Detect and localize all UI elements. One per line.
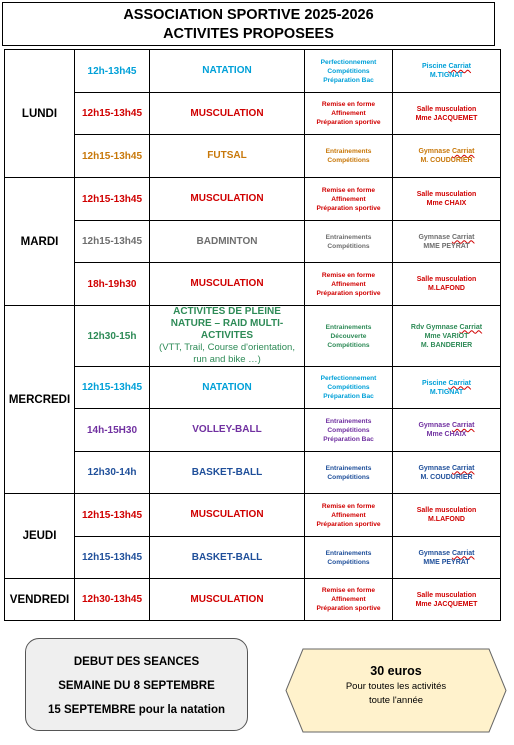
time-slot: 12h15-13h45 bbox=[75, 93, 150, 135]
activity-description bbox=[305, 494, 393, 537]
description-line: Compétitions bbox=[327, 558, 370, 566]
schedule-row bbox=[5, 367, 501, 409]
description-line: Préparation sportive bbox=[316, 204, 381, 212]
location-name: Gymnase Carriat bbox=[418, 549, 475, 557]
activity-name: BADMINTON bbox=[196, 235, 258, 247]
location-teacher bbox=[393, 178, 501, 221]
schedule-row bbox=[5, 409, 501, 452]
schedule-row bbox=[5, 93, 501, 135]
activity-name: MUSCULATION bbox=[190, 509, 264, 520]
start-line-2: SEMAINE DU 8 SEPTEMBRE bbox=[58, 680, 215, 692]
activity-cell bbox=[150, 579, 305, 621]
time-slot: 12h15-13h45 bbox=[75, 221, 150, 263]
activity-description bbox=[305, 135, 393, 178]
activity-cell bbox=[150, 221, 305, 263]
schedule-row bbox=[5, 306, 501, 367]
time-slot: 18h-19h30 bbox=[75, 263, 150, 306]
location-teacher bbox=[393, 306, 501, 367]
schedule-row bbox=[5, 50, 501, 93]
description-line: Remise en forme bbox=[321, 186, 376, 194]
description-line: Compétitions bbox=[327, 384, 370, 391]
teacher-name: Mme CHAIX bbox=[426, 200, 467, 207]
location-name: Gymnase Carriat bbox=[418, 422, 475, 429]
activity-cell bbox=[150, 263, 305, 306]
location-name: Salle musculation bbox=[416, 276, 477, 283]
activity-cell bbox=[150, 494, 305, 537]
activity-cell bbox=[150, 178, 305, 221]
description-line: Préparation sportive bbox=[316, 520, 381, 528]
title-line-1: ASSOCIATION SPORTIVE 2025-2026 bbox=[123, 7, 374, 23]
activity-cell bbox=[150, 135, 305, 178]
activity-name: BASKET-BALL bbox=[191, 551, 263, 563]
title-box bbox=[2, 2, 495, 46]
activity-description bbox=[305, 367, 393, 409]
activity-name: NATATION bbox=[202, 65, 252, 76]
description-line: Affinement bbox=[331, 596, 366, 603]
price-line-2: toute l'année bbox=[368, 695, 424, 706]
teacher-name: MME PEYRAT bbox=[423, 558, 470, 566]
teacher-name: Mme CHAIX bbox=[426, 431, 467, 438]
activity-cell bbox=[150, 452, 305, 494]
teacher-name: M.TIGNAT bbox=[429, 72, 464, 79]
activity-description bbox=[305, 537, 393, 579]
activity-name: MUSCULATION bbox=[190, 278, 264, 289]
activity-name: NATATION bbox=[202, 381, 252, 393]
location-name: Piscine Carriat bbox=[421, 379, 472, 387]
description-line: Compétitions bbox=[327, 242, 370, 250]
schedule-table bbox=[4, 49, 501, 621]
activity-cell bbox=[150, 306, 305, 367]
price-line-1: Pour toutes les activités bbox=[345, 681, 447, 692]
teacher-name: Mme VARIOT bbox=[424, 332, 469, 340]
activity-description bbox=[305, 452, 393, 494]
activity-name: VOLLEY-BALL bbox=[192, 424, 262, 435]
description-line: Remise en forme bbox=[321, 587, 376, 594]
activity-name: FUTSAL bbox=[207, 150, 247, 161]
activity-cell bbox=[150, 50, 305, 93]
description-line: Préparation Bac bbox=[323, 393, 374, 400]
activity-name: ACTIVITES DE PLEINE NATURE – RAID MULTI-ACTIVITES bbox=[170, 306, 284, 341]
location-teacher bbox=[393, 135, 501, 178]
time-slot: 12h15-13h45 bbox=[75, 178, 150, 221]
activity-cell bbox=[150, 537, 305, 579]
price-amount: 30 euros bbox=[370, 664, 422, 678]
activity-description bbox=[305, 221, 393, 263]
day-label: JEUDI bbox=[5, 494, 75, 579]
schedule-row bbox=[5, 178, 501, 221]
schedule-row bbox=[5, 135, 501, 178]
start-line-1: DEBUT DES SEANCES bbox=[73, 656, 200, 668]
location-name: Piscine Carriat bbox=[421, 63, 472, 70]
location-name: Salle musculation bbox=[416, 591, 477, 599]
description-line: Remise en forme bbox=[321, 101, 376, 108]
location-teacher bbox=[393, 409, 501, 452]
description-line: Entrainements bbox=[325, 233, 372, 241]
description-line: Entrainements bbox=[325, 464, 372, 472]
price-badge bbox=[285, 648, 507, 733]
day-label: VENDREDI bbox=[5, 579, 75, 621]
teacher-name: M.LAFOND bbox=[428, 285, 465, 292]
description-line: Perfectionnement bbox=[320, 375, 377, 382]
schedule-row bbox=[5, 494, 501, 537]
teacher-name: M.TIGNAT bbox=[429, 388, 464, 396]
activity-name: BASKET-BALL bbox=[191, 466, 263, 478]
location-teacher bbox=[393, 579, 501, 621]
description-line: Préparation Bac bbox=[323, 76, 374, 84]
time-slot: 12h15-13h45 bbox=[75, 367, 150, 409]
description-line: Compétitions bbox=[327, 67, 370, 75]
day-label: MARDI bbox=[5, 178, 75, 306]
description-line: Entrainements bbox=[325, 549, 372, 557]
schedule-row bbox=[5, 221, 501, 263]
schedule-row bbox=[5, 452, 501, 494]
activity-details: (VTT, Trail, Course d'orientation, run and bike …) bbox=[159, 342, 295, 365]
description-line: Entrainements bbox=[325, 148, 372, 155]
schedule-row bbox=[5, 579, 501, 621]
description-line: Entrainements bbox=[325, 417, 372, 425]
activity-description bbox=[305, 306, 393, 367]
description-line: Préparation sportive bbox=[316, 289, 381, 297]
activity-description bbox=[305, 50, 393, 93]
description-line: Compétitions bbox=[327, 341, 370, 349]
start-dates-box bbox=[25, 638, 248, 731]
activity-description bbox=[305, 178, 393, 221]
activity-description bbox=[305, 579, 393, 621]
location-teacher bbox=[393, 93, 501, 135]
location-teacher bbox=[393, 537, 501, 579]
activity-cell bbox=[150, 93, 305, 135]
location-teacher bbox=[393, 367, 501, 409]
location-name: Gymnase Carriat bbox=[418, 233, 475, 241]
location-name: Salle musculation bbox=[416, 507, 477, 514]
description-line: Découverte bbox=[330, 332, 367, 340]
description-line: Entrainements bbox=[325, 323, 372, 331]
start-line-3: 15 SEPTEMBRE pour la natation bbox=[48, 704, 225, 716]
time-slot: 14h-15H30 bbox=[75, 409, 150, 452]
time-slot: 12h30-13h45 bbox=[75, 579, 150, 621]
activity-description bbox=[305, 93, 393, 135]
location-teacher bbox=[393, 50, 501, 93]
location-teacher bbox=[393, 221, 501, 263]
activity-cell bbox=[150, 367, 305, 409]
description-line: Compétitions bbox=[327, 473, 370, 481]
activity-name: MUSCULATION bbox=[190, 193, 264, 204]
teacher-name: Mme JACQUEMET bbox=[415, 600, 478, 608]
location-name: Rdv Gymnase Carriat bbox=[410, 323, 483, 331]
description-line: Compétitions bbox=[327, 426, 370, 434]
location-name: Gymnase Carriat bbox=[418, 148, 475, 155]
schedule-row bbox=[5, 263, 501, 306]
activity-cell bbox=[150, 409, 305, 452]
description-line: Affinement bbox=[331, 511, 366, 519]
title-line-2: ACTIVITES PROPOSEES bbox=[163, 26, 334, 42]
time-slot: 12h-13h45 bbox=[75, 50, 150, 93]
description-line: Préparation sportive bbox=[316, 119, 381, 126]
description-line: Affinement bbox=[331, 280, 366, 288]
description-line: Préparation sportive bbox=[316, 605, 381, 612]
description-line: Perfectionnement bbox=[320, 58, 377, 66]
day-label: MERCREDI bbox=[5, 306, 75, 494]
day-label: LUNDI bbox=[5, 50, 75, 178]
teacher-name: M. COUDURIER bbox=[420, 157, 473, 164]
teacher-name: Mme JACQUEMET bbox=[415, 114, 478, 122]
activity-description bbox=[305, 263, 393, 306]
teacher-name: MME PEYRAT bbox=[423, 242, 470, 250]
location-name: Salle musculation bbox=[416, 191, 477, 198]
teacher-name: M. COUDURIER bbox=[420, 473, 473, 481]
time-slot: 12h15-13h45 bbox=[75, 494, 150, 537]
teacher-name: M. BANDERIER bbox=[420, 341, 473, 349]
time-slot: 12h30-15h bbox=[75, 306, 150, 367]
description-line: Affinement bbox=[331, 110, 366, 117]
activity-name: MUSCULATION bbox=[190, 107, 264, 119]
location-name: Salle musculation bbox=[416, 105, 477, 113]
location-teacher bbox=[393, 494, 501, 537]
description-line: Affinement bbox=[331, 195, 366, 203]
description-line: Compétitions bbox=[327, 157, 370, 164]
teacher-name: M.LAFOND bbox=[428, 516, 465, 523]
description-line: Remise en forme bbox=[321, 271, 376, 279]
activity-description bbox=[305, 409, 393, 452]
time-slot: 12h15-13h45 bbox=[75, 135, 150, 178]
time-slot: 12h15-13h45 bbox=[75, 537, 150, 579]
location-name: Gymnase Carriat bbox=[418, 464, 475, 472]
description-line: Préparation Bac bbox=[323, 435, 374, 443]
schedule-row bbox=[5, 537, 501, 579]
activity-name: MUSCULATION bbox=[190, 593, 264, 605]
location-teacher bbox=[393, 263, 501, 306]
location-teacher bbox=[393, 452, 501, 494]
time-slot: 12h30-14h bbox=[75, 452, 150, 494]
description-line: Remise en forme bbox=[321, 502, 376, 510]
